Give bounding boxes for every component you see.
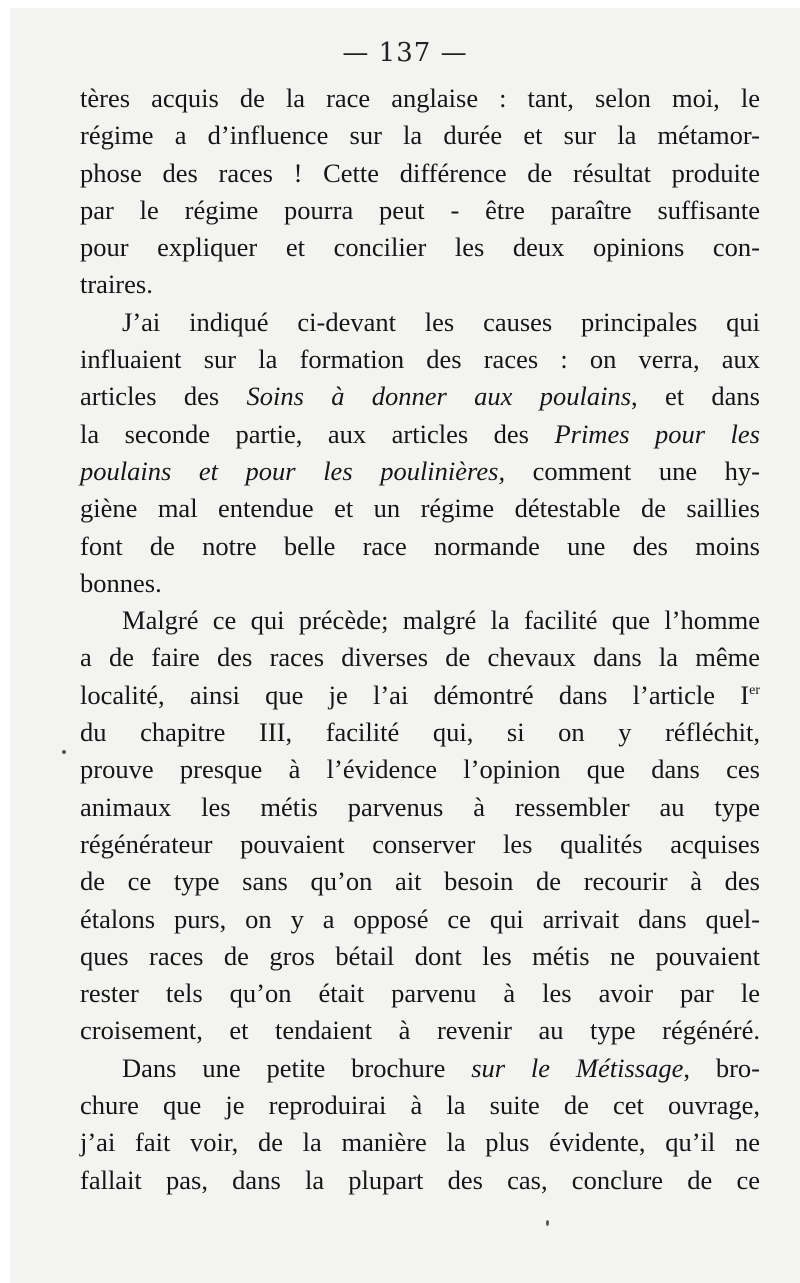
line-text: J’ai indiqué ci-devant les causes principales qui <box>122 306 760 337</box>
text-line <box>80 117 760 154</box>
line-text: Dans une petite brochure <box>122 1052 472 1083</box>
text-line <box>80 1012 760 1049</box>
superscript: er <box>749 682 760 698</box>
line-text: traires. <box>80 269 153 300</box>
italic-text: sur le Métissage <box>471 1052 684 1083</box>
page-body-text <box>80 80 760 1199</box>
text-line <box>80 1124 760 1161</box>
line-text: de ce type sans qu’on ait besoin de recourir à des <box>80 866 760 897</box>
text-line <box>80 453 760 490</box>
line-text: phose des races ! Cette différence de résultat produite <box>80 157 760 188</box>
line-text: font de notre belle race normande une des moins <box>80 530 760 561</box>
line-text: localité, ainsi que je l’ai démontré dans l’article I <box>80 679 750 710</box>
line-text: influaient sur la formation des races : on verra, aux <box>80 344 760 375</box>
text-line <box>80 416 760 453</box>
line-text: , et dans <box>631 381 760 412</box>
text-line <box>80 639 760 676</box>
ink-speck <box>546 1220 549 1226</box>
text-line <box>80 490 760 527</box>
text-line <box>80 751 760 788</box>
line-text: j’ai fait voir, de la manière la plus évidente, qu’il ne <box>80 1127 760 1158</box>
line-text: comment une hy- <box>505 455 760 486</box>
text-line <box>80 266 760 303</box>
line-text: régénérateur pouvaient conserver les qualités acquises <box>80 828 760 859</box>
text-line <box>80 528 760 565</box>
text-line <box>80 901 760 938</box>
line-text: tères acquis de la race anglaise : tant, selon moi, le <box>80 83 760 113</box>
text-line <box>80 1050 760 1087</box>
line-text: pour expliquer et concilier les deux opinions con- <box>80 232 760 263</box>
italic-text: Soins à donner aux poulains <box>246 381 632 412</box>
line-text: animaux les métis parvenus à ressembler au type <box>80 791 760 822</box>
line-text: par le régime pourra peut - être paraître suffisante <box>80 194 760 225</box>
line-text: étalons purs, on y a opposé ce qui arrivait dans quel- <box>80 903 760 934</box>
line-text: bonnes. <box>80 567 162 598</box>
text-line <box>80 1087 760 1124</box>
line-text: a de faire des races diverses de chevaux dans la même <box>80 642 760 673</box>
text-line <box>80 80 760 117</box>
text-line <box>80 677 760 714</box>
text-line <box>80 155 760 192</box>
text-line <box>80 602 760 639</box>
line-text: ques races de gros bétail dont les métis ne pouvaient <box>80 940 760 971</box>
italic-text: poulains et pour les poulinières, <box>80 455 506 486</box>
italic-text: Primes pour les <box>554 418 760 449</box>
text-line <box>80 378 760 415</box>
line-text: rester tels qu’on était parvenu à les avoir par le <box>80 978 760 1009</box>
ink-speck <box>62 750 66 754</box>
text-line <box>80 975 760 1012</box>
text-line <box>80 938 760 975</box>
line-text: , bro- <box>683 1052 761 1083</box>
text-line <box>80 714 760 751</box>
line-text: du chapitre III, facilité qui, si on y réfléchit, <box>80 717 760 748</box>
text-line <box>80 192 760 229</box>
text-line <box>80 826 760 863</box>
line-text: Malgré ce qui précède; malgré la facilité que l’homme <box>122 605 760 636</box>
text-line <box>80 341 760 378</box>
line-text: la seconde partie, aux articles des <box>80 418 555 449</box>
text-line <box>80 565 760 602</box>
text-line <box>80 304 760 341</box>
line-text: fallait pas, dans la plupart des cas, conclure de ce <box>80 1164 760 1195</box>
line-text: croisement, et tendaient à revenir au type régénéré. <box>80 1015 760 1046</box>
text-line <box>80 789 760 826</box>
text-line <box>80 863 760 900</box>
text-line <box>80 1162 760 1199</box>
page-number: — 137 — <box>342 38 468 68</box>
line-text: chure que je reproduirai à la suite de cet ouvrage, <box>80 1090 760 1121</box>
line-text: articles des <box>80 381 247 412</box>
line-text: régime a d’influence sur la durée et sur la métamor- <box>80 120 760 151</box>
line-text: prouve presque à l’évidence l’opinion que dans ces <box>80 754 760 785</box>
line-text: giène mal entendue et un régime détestable de saillies <box>80 493 760 524</box>
text-line <box>80 229 760 266</box>
